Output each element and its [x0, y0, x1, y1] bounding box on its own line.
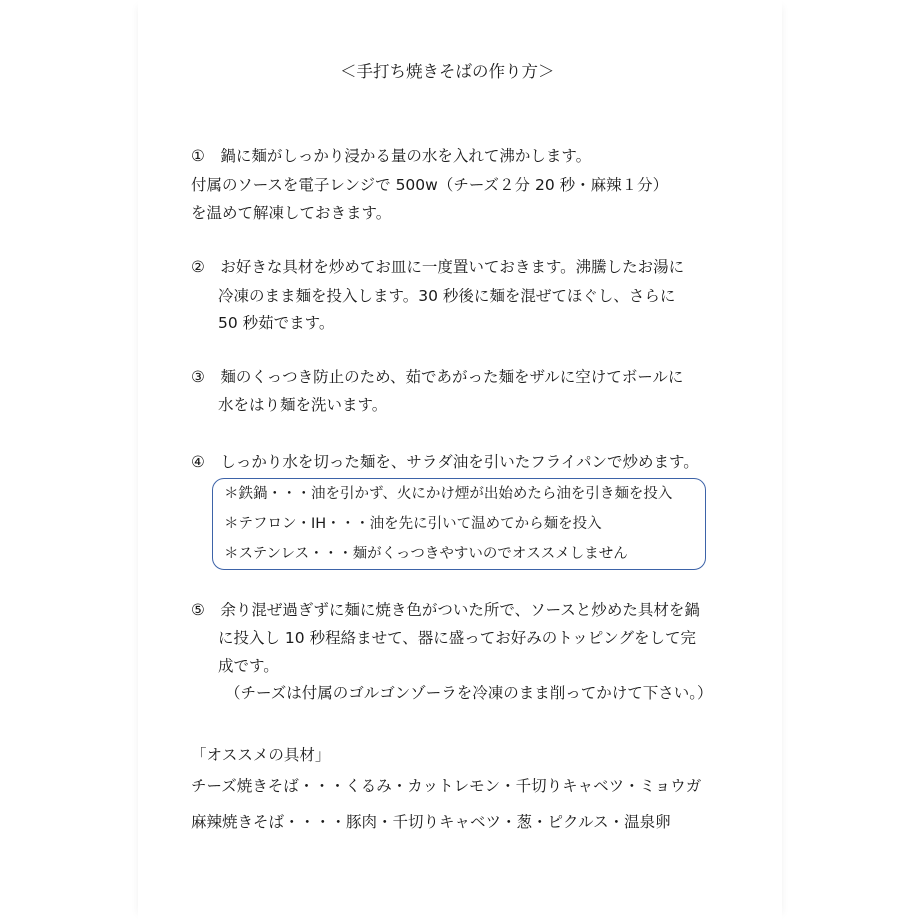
recommended-mala: 麻辣焼きそば・・・・豚肉・千切りキャベツ・葱・ピクルス・温泉卵 — [191, 813, 671, 831]
step-2-line-3: 50 秒茹でます。 — [218, 314, 335, 332]
step-3-line-1: ③ 麺のくっつき防止のため、茹であがった麺をザルに空けてボールに — [191, 368, 684, 386]
step-1-line-3: を温めて解凍しておきます。 — [191, 204, 392, 222]
step-4-line-1: ④ しっかり水を切った麺を、サラダ油を引いたフライパンで炒めます。 — [191, 453, 699, 471]
note-iron-pan: ＊鉄鍋・・・油を引かず、火にかけ煙が出始めたら油を引き麺を投入 — [224, 486, 673, 502]
step-5-line-4: （チーズは付属のゴルゴンゾーラを冷凍のまま削ってかけて下さい。） — [225, 684, 713, 702]
step-3-line-2: 水をはり麺を洗います。 — [218, 396, 388, 414]
step-1-line-2: 付属のソースを電子レンジで 500w（チーズ２分 20 秒・麻辣１分） — [191, 176, 669, 194]
recommended-heading: 「オススメの具材」 — [191, 746, 331, 764]
step-1-line-1: ① 鍋に麺がしっかり浸かる量の水を入れて沸かします。 — [191, 147, 592, 165]
step-5-line-1: ⑤ 余り混ぜ過ぎずに麺に焼き色がついた所で、ソースと炒めた具材を鍋 — [191, 601, 700, 619]
note-stainless: ＊ステンレス・・・麺がくっつきやすいのでオススメしません — [224, 546, 628, 562]
step-2-line-2: 冷凍のまま麺を投入します。30 秒後に麺を混ぜてほぐし、さらに — [218, 287, 676, 305]
step-2-line-1: ② お好きな具材を炒めてお皿に一度置いておきます。沸騰したお湯に — [191, 258, 685, 276]
step-5-line-2: に投入し 10 秒程絡ませて、器に盛ってお好みのトッピングをして完 — [218, 629, 696, 647]
recommended-cheese: チーズ焼きそば・・・くるみ・カットレモン・千切りキャベツ・ミョウガ — [191, 777, 702, 795]
page-title: ＜手打ち焼きそばの作り方＞ — [340, 62, 555, 81]
step-5-line-3: 成です。 — [218, 657, 279, 675]
note-teflon-ih: ＊テフロン・IH・・・油を先に引いて温めてから麺を投入 — [224, 516, 602, 532]
